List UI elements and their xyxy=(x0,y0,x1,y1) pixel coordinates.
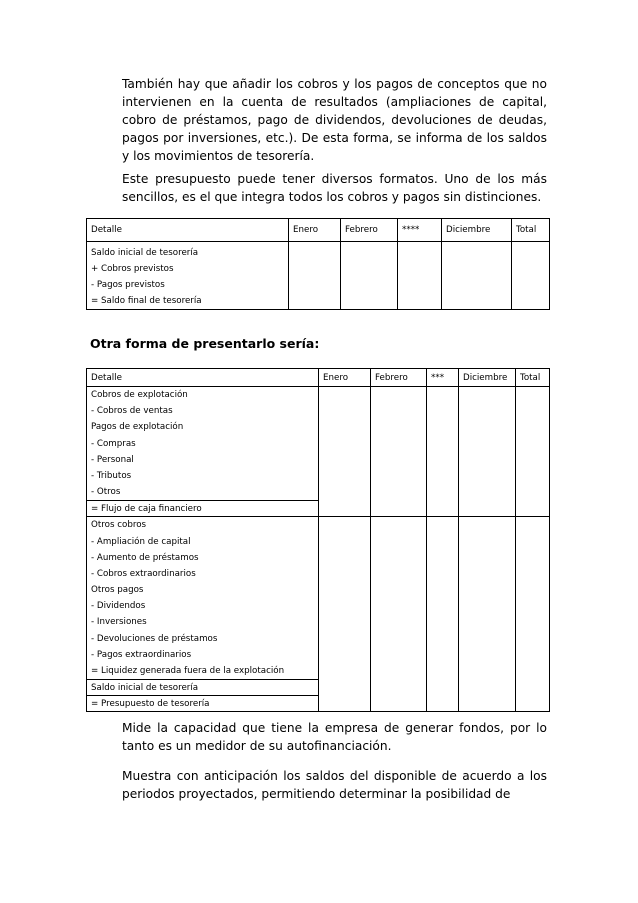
detalle-cell xyxy=(87,517,319,680)
outro-text-2: Muestra con anticipación los saldos del disponible de acuerdo a los periodos proyectados, permitiendo determinar la posibilidad de xyxy=(122,769,547,801)
empty-cell xyxy=(371,387,427,517)
row-label: Pagos de explotación xyxy=(91,422,184,433)
header-months-placeholder: *** xyxy=(427,369,459,387)
row-label: = Saldo final de tesorería xyxy=(91,296,202,306)
row-label: - Compras xyxy=(91,438,136,449)
header-detalle: Detalle xyxy=(87,369,319,387)
row-label: - Aumento de préstamos xyxy=(91,552,199,563)
header-diciembre: Diciembre xyxy=(459,369,516,387)
outro-paragraph-2 xyxy=(122,767,547,803)
header-diciembre: Diciembre xyxy=(442,219,512,242)
row-label: - Cobros de ventas xyxy=(91,406,173,417)
outro-paragraph-1 xyxy=(122,719,547,755)
intro-text-2: Este presupuesto puede tener diversos formatos. Uno de los más sencillos, es el que integra todos los cobros y pagos sin distinciones. xyxy=(122,172,547,204)
table-row xyxy=(87,242,550,310)
empty-cell xyxy=(512,242,550,310)
row-label: = Presupuesto de tesorería xyxy=(87,696,319,712)
empty-cell xyxy=(427,387,459,517)
row-label: = Liquidez generada fuera de la explotación xyxy=(91,666,285,676)
empty-cell xyxy=(516,387,550,517)
intro-text-1: También hay que añadir los cobros y los pagos de conceptos que no intervienen en la cuenta de resultados (ampliaciones de capital, cobro de préstamos, pago de dividendos, devoluciones de deudas, pagos por inversiones, etc.). De esta forma, se informa de los saldos y los movimientos de tesorería. xyxy=(122,77,547,163)
header-febrero: Febrero xyxy=(341,219,398,242)
row-label: - Cobros extraordinarios xyxy=(91,568,196,579)
empty-cell xyxy=(341,242,398,310)
header-enero: Enero xyxy=(319,369,371,387)
detalle-cell xyxy=(87,242,289,310)
empty-cell xyxy=(516,517,550,712)
row-label: - Inversiones xyxy=(91,617,147,628)
empty-cell xyxy=(442,242,512,310)
empty-cell xyxy=(398,242,442,310)
intro-paragraph-2 xyxy=(122,170,547,206)
header-total: Total xyxy=(516,369,550,387)
row-label: = Flujo de caja financiero xyxy=(87,501,319,517)
header-enero: Enero xyxy=(289,219,341,242)
row-label: Saldo inicial de tesorería xyxy=(87,680,319,696)
row-label: - Pagos extraordinarios xyxy=(91,649,192,660)
row-label: Otros pagos xyxy=(91,585,144,596)
simple-budget-table xyxy=(86,218,550,310)
detailed-budget-table xyxy=(86,368,550,712)
row-label: - Personal xyxy=(91,454,134,465)
row-label: - Ampliación de capital xyxy=(91,536,191,547)
empty-cell xyxy=(371,517,427,712)
section-heading: Otra forma de presentarlo sería: xyxy=(90,336,320,351)
table-row-otros xyxy=(87,517,550,680)
intro-paragraph-1 xyxy=(122,75,547,165)
row-label: + Cobros previstos xyxy=(91,264,174,274)
outro-text-1: Mide la capacidad que tiene la empresa de generar fondos, por lo tanto es un medidor de su autofinanciación. xyxy=(122,721,547,753)
row-label: - Pagos previstos xyxy=(91,280,165,290)
empty-cell xyxy=(459,387,516,517)
empty-cell xyxy=(289,242,341,310)
row-label: Otros cobros xyxy=(91,520,147,531)
empty-cell xyxy=(319,387,371,517)
header-total: Total xyxy=(512,219,550,242)
table-row-explotacion xyxy=(87,387,550,501)
table-header-row xyxy=(87,219,550,242)
detalle-cell xyxy=(87,387,319,501)
empty-cell xyxy=(427,517,459,712)
header-detalle: Detalle xyxy=(87,219,289,242)
row-label: Cobros de explotación xyxy=(91,390,188,400)
row-label: Saldo inicial de tesorería xyxy=(91,248,199,258)
row-label: - Tributos xyxy=(91,470,132,481)
empty-cell xyxy=(459,517,516,712)
table-header-row xyxy=(87,369,550,387)
header-febrero: Febrero xyxy=(371,369,427,387)
header-months-placeholder: **** xyxy=(398,219,442,242)
empty-cell xyxy=(319,517,371,712)
row-label: - Dividendos xyxy=(91,601,146,612)
row-label: - Otros xyxy=(91,487,121,498)
row-label: - Devoluciones de préstamos xyxy=(91,633,218,644)
